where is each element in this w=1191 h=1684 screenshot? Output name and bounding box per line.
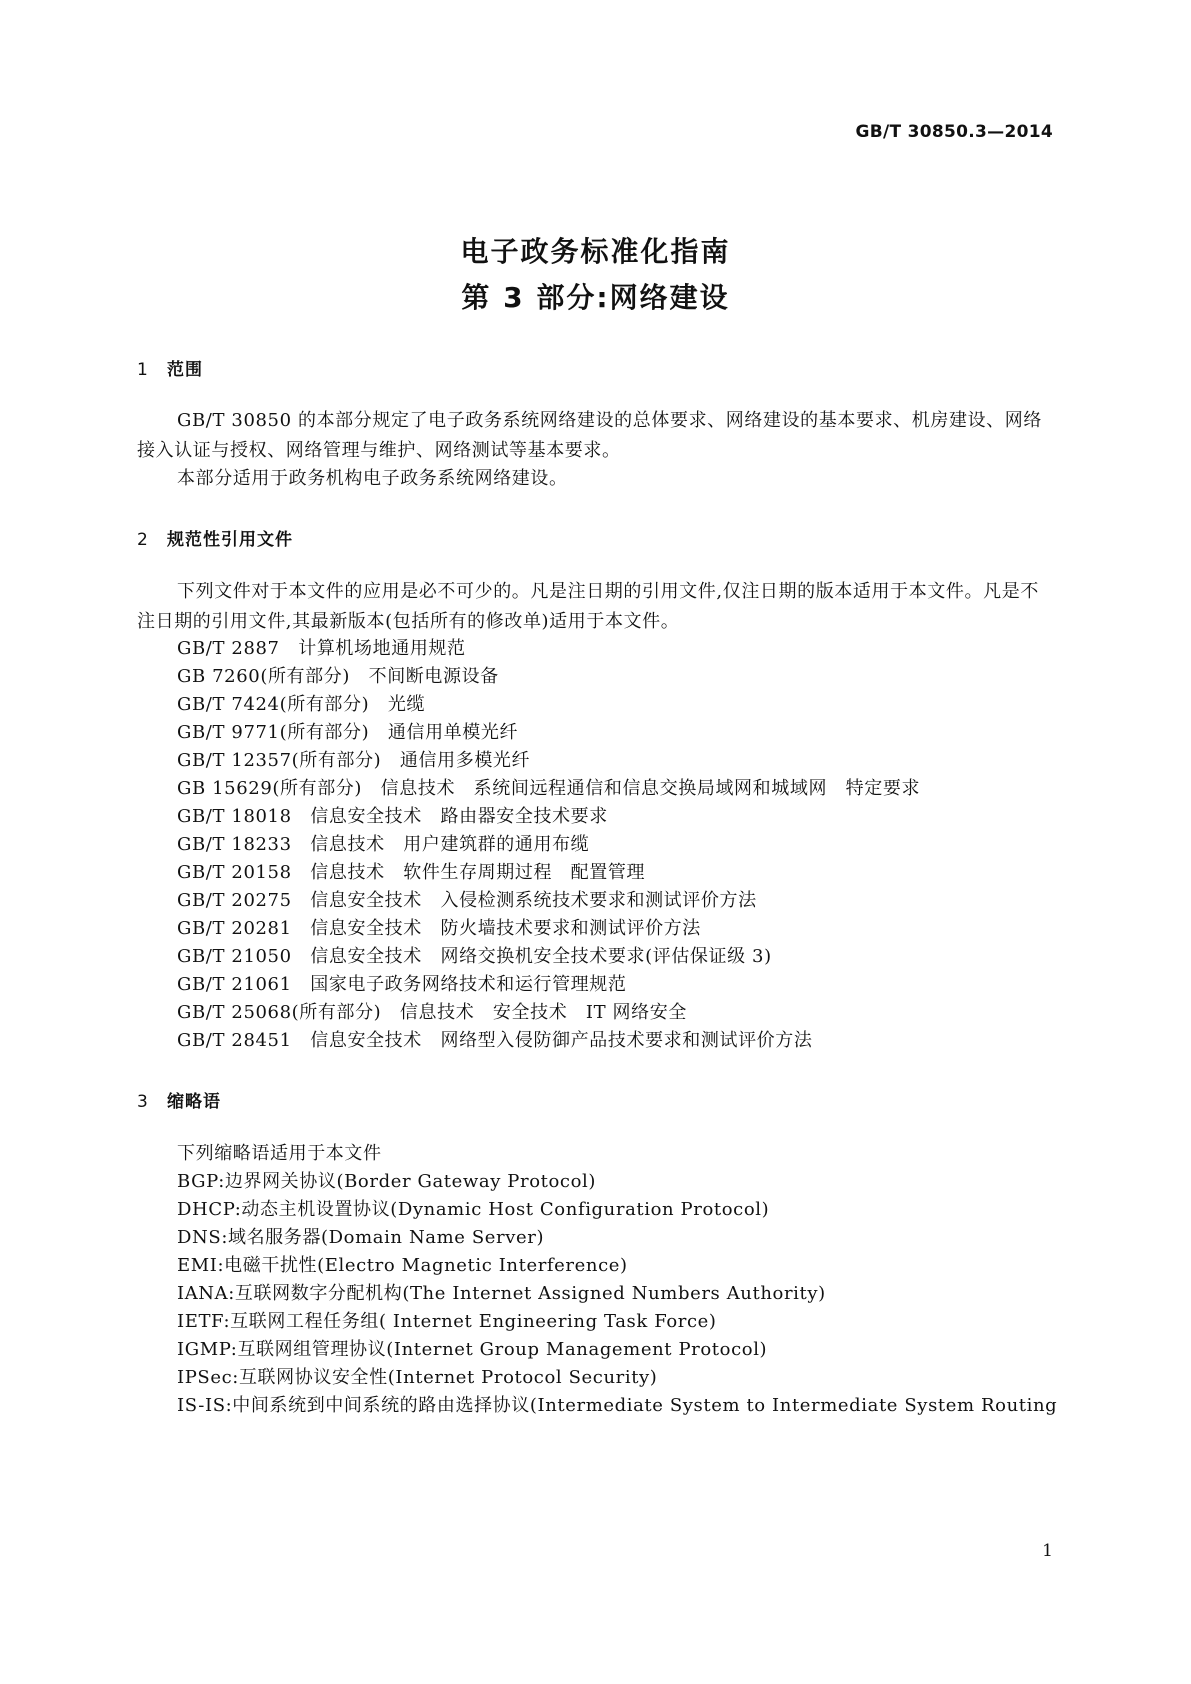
reference-title: 信息安全技术 网络交换机安全技术要求(评估保证级 3)	[310, 946, 772, 967]
reference-code: GB 7260(所有部分)	[177, 666, 350, 687]
section-number: 2	[137, 530, 149, 550]
reference-item	[177, 830, 589, 860]
document-subtitle: 第 3 部分:网络建设	[461, 281, 730, 314]
standard-code: GB/T 30850.3—2014	[855, 122, 1053, 142]
reference-code: GB/T 21061	[177, 974, 292, 995]
reference-title: 光缆	[387, 694, 426, 715]
abbreviation-item: DNS:域名服务器(Domain Name Server)	[177, 1227, 545, 1248]
reference-item	[177, 998, 687, 1028]
reference-title: 通信用多模光纤	[399, 750, 531, 771]
reference-code: GB/T 12357(所有部分)	[177, 750, 382, 771]
reference-item	[177, 1026, 812, 1056]
section-number: 3	[137, 1092, 149, 1112]
abbreviation-item: IANA:互联网数字分配机构(The Internet Assigned Numbers Authority)	[177, 1283, 826, 1304]
reference-title: 不间断电源设备	[368, 666, 499, 687]
reference-title: 信息安全技术 防火墙技术要求和测试评价方法	[310, 918, 701, 939]
abbreviation-item: IGMP:互联网组管理协议(Internet Group Management Protocol)	[177, 1339, 768, 1360]
reference-title: 信息技术 系统间远程通信和信息交换局域网和城域网 特定要求	[380, 778, 921, 799]
reference-title: 信息安全技术 路由器安全技术要求	[310, 806, 608, 827]
reference-title: 信息技术 安全技术 IT 网络安全	[399, 1002, 687, 1023]
reference-item	[177, 802, 608, 832]
abbreviation-item: IPSec:互联网协议安全性(Internet Protocol Security)	[177, 1367, 658, 1388]
reference-code: GB/T 7424(所有部分)	[177, 694, 370, 715]
abbreviations-intro: 下列缩略语适用于本文件	[177, 1143, 382, 1164]
scope-paragraph: GB/T 30850 的本部分规定了电子政务系统网络建设的总体要求、网络建设的基本要求、机房建设、网络接入认证与授权、网络管理与维护、网络测试等基本要求。	[137, 410, 1042, 461]
section-heading-abbreviations	[137, 1087, 221, 1112]
page-number: 1	[1042, 1541, 1053, 1561]
reference-code: GB 15629(所有部分)	[177, 778, 363, 799]
reference-code: GB/T 20275	[177, 890, 292, 911]
reference-code: GB/T 18018	[177, 806, 292, 827]
reference-title: 信息安全技术 网络型入侵防御产品技术要求和测试评价方法	[310, 1030, 813, 1051]
abbreviation-item: IETF:互联网工程任务组( Internet Engineering Task Force)	[177, 1311, 717, 1332]
reference-code: GB/T 20158	[177, 862, 292, 883]
reference-code: GB/T 28451	[177, 1030, 292, 1051]
reference-item	[177, 718, 518, 748]
abbreviation-item: BGP:边界网关协议(Border Gateway Protocol)	[177, 1171, 597, 1192]
reference-code: GB/T 2887	[177, 638, 280, 659]
reference-item	[177, 942, 772, 972]
reference-item	[177, 662, 499, 692]
document-title: 电子政务标准化指南	[460, 235, 731, 268]
reference-title: 信息技术 用户建筑群的通用布缆	[310, 834, 590, 855]
section-title: 范围	[167, 360, 203, 380]
reference-code: GB/T 25068(所有部分)	[177, 1002, 382, 1023]
section-heading-normative-references	[137, 525, 293, 550]
section-title: 缩略语	[167, 1092, 221, 1112]
reference-title: 计算机场地通用规范	[298, 638, 466, 659]
reference-title: 国家电子政务网络技术和运行管理规范	[310, 974, 627, 995]
section-number: 1	[137, 360, 149, 380]
reference-code: GB/T 9771(所有部分)	[177, 722, 370, 743]
abbreviation-item: DHCP:动态主机设置协议(Dynamic Host Configuration Protocol)	[177, 1199, 770, 1220]
reference-item	[177, 886, 757, 916]
abbreviation-item: EMI:电磁干扰性(Electro Magnetic Interference)	[177, 1255, 628, 1276]
reference-code: GB/T 18233	[177, 834, 292, 855]
normative-references-intro: 下列文件对于本文件的应用是必不可少的。凡是注日期的引用文件,仅注日期的版本适用于本文件。凡是不注日期的引用文件,其最新版本(包括所有的修改单)适用于本文件。	[137, 581, 1039, 632]
reference-item	[177, 690, 425, 720]
scope-applicability-paragraph: 本部分适用于政务机构电子政务系统网络建设。	[177, 468, 568, 489]
reference-code: GB/T 20281	[177, 918, 292, 939]
reference-item	[177, 774, 920, 804]
reference-item	[177, 970, 626, 1000]
reference-title: 通信用单模光纤	[387, 722, 519, 743]
reference-title: 信息安全技术 入侵检测系统技术要求和测试评价方法	[310, 890, 757, 911]
reference-item	[177, 858, 645, 888]
reference-item	[177, 746, 530, 776]
reference-item	[177, 634, 466, 664]
reference-item	[177, 914, 701, 944]
section-heading-scope	[137, 355, 203, 380]
abbreviation-item: IS-IS:中间系统到中间系统的路由选择协议(Intermediate System to Intermediate System Routing	[177, 1395, 1058, 1416]
reference-code: GB/T 21050	[177, 946, 292, 967]
section-title: 规范性引用文件	[167, 530, 293, 550]
reference-title: 信息技术 软件生存周期过程 配置管理	[310, 862, 646, 883]
